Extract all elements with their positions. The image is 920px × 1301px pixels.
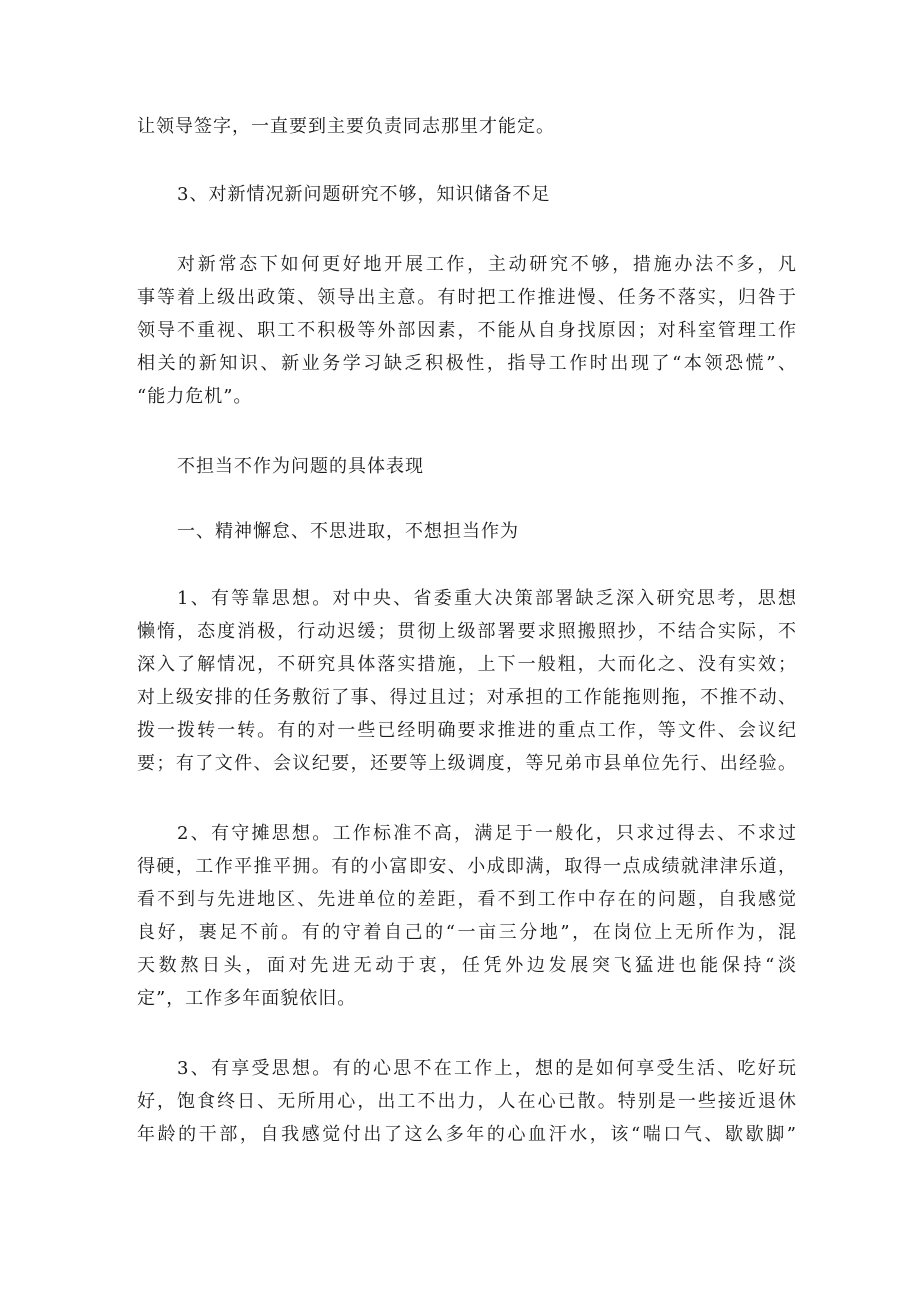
section-heading-one: 一、精神懈怠、不思进取，不想担当作为 (177, 521, 519, 542)
paragraph-line: 年龄的干部，自我感觉付出了这么多年的心血汗水，该“喘口气、歇歇脚” (137, 1124, 797, 1145)
paragraph-line: 事等着上级出政策、领导出主意。有时把工作推进慢、任务不落实，归咎于 (137, 287, 797, 308)
paragraph-line: 深入了解情况，不研究具体落实措施，上下一般粗，大而化之、没有实效； (137, 654, 797, 675)
paragraph-line: “能力危机”。 (137, 386, 253, 407)
paragraph-line: 良好，裹足不前。有的守着自己的“一亩三分地”，在岗位上无所作为，混 (137, 922, 797, 943)
paragraph-line: 好，饱食终日、无所用心，出工不出力，人在心已散。特别是一些接近退休 (137, 1091, 797, 1112)
paragraph-line: 拨一拨转一转。有的对一些已经明确要求推进的重点工作，等文件、会议纪 (137, 720, 797, 741)
paragraph-line: 相关的新知识、新业务学习缺乏积极性，指导工作时出现了“本领恐慌”、 (137, 353, 797, 374)
paragraph-line: 2、有守摊思想。工作标准不高，满足于一般化，只求过得去、不求过 (177, 823, 797, 844)
section-title: 不担当不作为问题的具体表现 (177, 456, 424, 477)
paragraph-line: 要；有了文件、会议纪要，还要等上级调度，等兄弟市县单位先行、出经验。 (137, 753, 797, 774)
paragraph-line: 定”，工作多年面貌依旧。 (137, 988, 357, 1009)
paragraph-line: 看不到与先进地区、先进单位的差距，看不到工作中存在的问题，自我感觉 (137, 889, 797, 910)
subheading-knowledge: 3、对新情况新问题研究不够，知识储备不足 (177, 184, 551, 205)
paragraph-line: 得硬，工作平推平拥。有的小富即安、小成即满，取得一点成绩就津津乐道， (137, 856, 797, 877)
paragraph-line: 天数熬日头，面对先进无动于衷，任凭外边发展突飞猛进也能保持“淡 (137, 955, 797, 976)
paragraph-line: 懒惰，态度消极，行动迟缓；贯彻上级部署要求照搬照抄，不结合实际，不 (137, 621, 797, 642)
paragraph-line: 3、有享受思想。有的心思不在工作上，想的是如何享受生活、吃好玩 (177, 1058, 797, 1079)
paragraph-line: 对新常态下如何更好地开展工作，主动研究不够，措施办法不多，凡 (177, 254, 797, 275)
paragraph-line: 领导不重视、职工不积极等外部因素，不能从自身找原因；对科室管理工作 (137, 320, 797, 341)
paragraph-line: 让领导签字，一直要到主要负责同志那里才能定。 (137, 116, 555, 137)
paragraph-line: 对上级安排的任务敷衍了事、得过且过；对承担的工作能拖则拖，不推不动、 (137, 687, 797, 708)
paragraph-line: 1、有等靠思想。对中央、省委重大决策部署缺乏深入研究思考，思想 (177, 588, 797, 609)
